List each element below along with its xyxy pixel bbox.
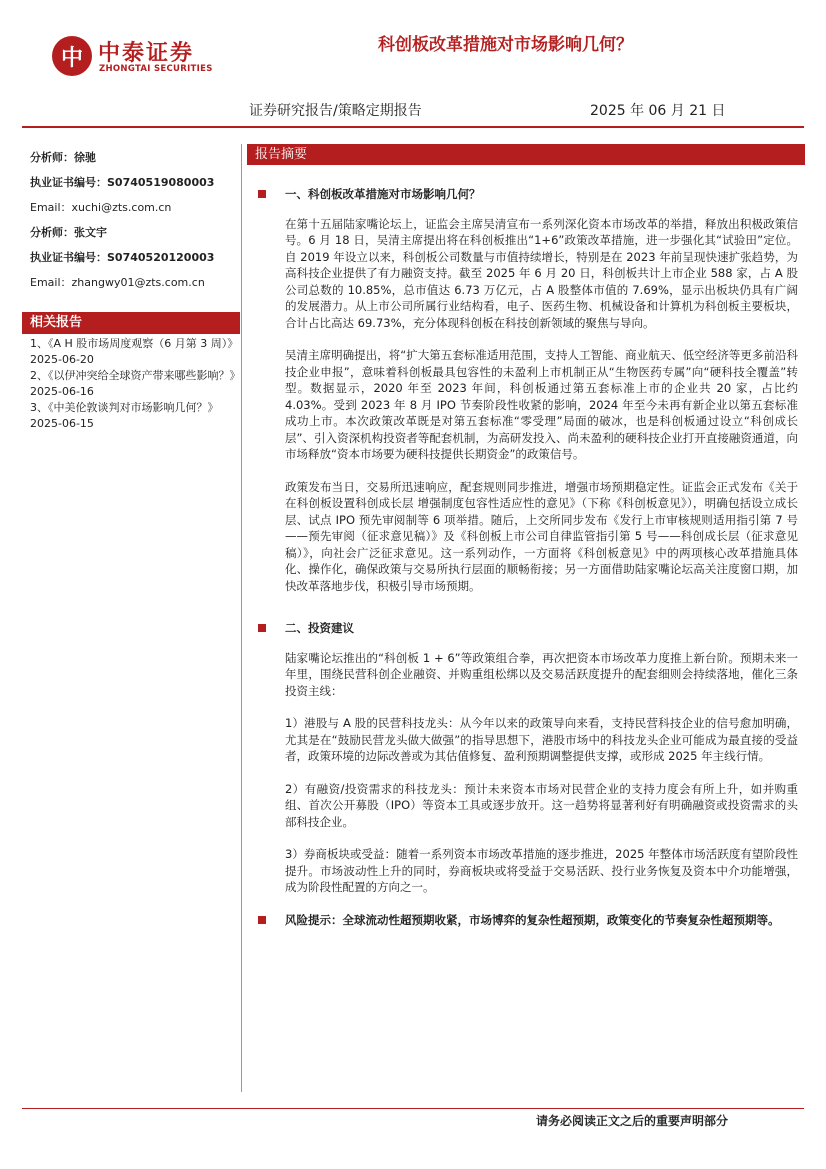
risk-warning <box>258 912 798 929</box>
logo-chinese-name: 中泰证券 <box>98 41 195 66</box>
logo-english-name: ZHONGTAI SECURITIES <box>99 64 213 74</box>
footer-divider <box>22 1108 804 1109</box>
section-heading-text: 一、科创板改革措施对市场影响几何？ <box>285 187 481 201</box>
analyst-name: 分析师：徐驰 <box>30 151 96 164</box>
risk-warning-text: 风险提示：全球流动性超预期收紧，市场博弈的复杂性超预期，政策变化的节奏复杂性超预期等。 <box>285 912 780 927</box>
analyst-license: 执业证书编号：S0740520120003 <box>30 251 215 264</box>
header-divider <box>22 126 804 128</box>
paragraph: 政策发布当日，交易所迅速响应，配套规则同步推进，增强市场预期稳定性。证监会正式发布《关于在科创板设置科创成长层 增强制度包容性适应性的意见》（下称《科创板意见》），明确包括设立成长层、试点 IPO 预先审阅制等 6 项举措。随后，上交所同步发布《发行上市审核规则适用指引第 7 号——预先审阅（征求意见稿）》及《科创板上市公司自律监管指引第 5 号——科创成长层（征求意见稿）》，向社会广泛征求意见。这一系列动作，一方面将《科创板意见》中的两项核心改革措施具体化、操作化，确保政策与交易所执行层面的顺畅衔接；另一方面借助陆家嘴论坛高关注度窗口期，加快改革落地步伐，积极引导市场预期。 <box>285 479 798 593</box>
square-bullet-icon <box>258 624 266 632</box>
paragraph: 陆家嘴论坛推出的“科创板 1 + 6”等政策组合拳，再次把资本市场改革力度推上新台阶。预期未来一年里，围绕民营科创企业融资、并购重组松绑以及交易活跃度提升的配套细则会持续落地，催化三条投资主线： <box>285 650 798 698</box>
paragraph: 吴清主席明确提出，将“扩大第五套标准适用范围，支持人工智能、商业航天、低空经济等更多前沿科技企业申报”，意味着科创板最具包容性的未盈利上市机制正从“生物医药专属”向“硬科技全覆盖”转型。数据显示，2020 年至 2023 年间，科创板通过第五套标准上市的企业共 20 家，占比约 4.03%。受到 2023 年 8 月 IPO 节奏阶段性收紧的影响，2024 年至今未再有新企业以第五套标准成功上市。本次政策改革既是对第五套标准“零受理”局面的破冰，也是科创板通过设立“科创成长层”、引入资深机构投资者等配套机制，为高研发投入、尚未盈利的硬科技企业打开直接融资通道，向市场释放“资本市场要为硬科技提供长期资金”的政策信号。 <box>285 348 798 461</box>
paragraph: 1）港股与 A 股的民营科技龙头：从今年以来的政策导向来看，支持民营科技企业的信号愈加明确，尤其是在“鼓励民营龙头做大做强”的指导思想下，港股市场中的科技龙头企业可能成为最直接的受益者，政策环境的边际改善或为其估值修复、盈利预期调整提供支撑，或形成 2025 年主线行情。 <box>285 716 798 763</box>
document-title: 科创板改革措施对市场影响几何？ <box>378 35 633 55</box>
report-body <box>258 186 798 928</box>
paragraph: 3）券商板块或受益：随着一系列资本市场改革措施的逐步推进，2025 年整体市场活跃度有望阶段性提升。市场波动性上升的同时，券商板块或将受益于交易活跃、投行业务恢复及资本中介功能增强，成为阶段性配置的方向之一。 <box>285 847 798 894</box>
related-report-item[interactable]: 1、《A H 股市场周度观察（6 月第 3 周）》2025-06-20 <box>30 337 233 366</box>
related-report-item[interactable]: 2、《以伊冲突给全球资产带来哪些影响？》2025-06-16 <box>30 369 235 398</box>
analyst-license: 执业证书编号：S0740519080003 <box>30 176 215 189</box>
report-type: 证券研究报告/策略定期报告 <box>249 103 422 119</box>
analyst-email[interactable]: Email：xuchi@zts.com.cn <box>30 201 172 214</box>
paragraph: 2）有融资/投资需求的科技龙头：预计未来资本市场对民营企业的支持力度会有所上升，如并购重组、首次公开募股（IPO）等资本工具或逐步放开。这一趋势将显著利好有明确融资或投资需求的头部科技企业。 <box>285 781 798 829</box>
company-logo <box>52 36 222 80</box>
related-reports-header: 相关报告 <box>22 312 240 334</box>
analyst-info <box>30 150 240 300</box>
square-bullet-icon <box>258 916 266 924</box>
square-bullet-icon <box>258 190 266 198</box>
section-heading <box>258 186 798 203</box>
summary-header: 报告摘要 <box>247 144 805 165</box>
section-heading <box>258 620 798 637</box>
footer-disclaimer: 请务必阅读正文之后的重要声明部分 <box>536 1114 729 1128</box>
column-divider <box>241 144 242 1092</box>
related-report-item[interactable]: 3、《中美伦敦谈判对市场影响几何？》2025-06-15 <box>30 401 219 430</box>
analyst-name: 分析师：张文宇 <box>30 226 107 239</box>
paragraph: 在第十五届陆家嘴论坛上，证监会主席吴清宣布一系列深化资本市场改革的举措，释放出积极政策信号。6 月 18 日，吴清主席提出将在科创板推出“1+6”政策改革措施，进一步强化其“试验田”定位。自 2019 年设立以来，科创板公司数量与市值持续增长，特别是在 2023 年前呈现快速扩张趋势，为高科技企业提供了有力融资支持。截至 2025 年 6 月 20 日，科创板共计上市企业 588 家，占 A 股公司总数的 10.85%，总市值达 6.73 万亿元，占 A 股整体市值的 7.69%，显示出板块仍具有广阔的发展潜力。从上市公司所属行业结构看，电子、医药生物、机械设备和计算机为科创板主要板块，合计占比高达 69.73%，充分体现科创板在科技创新领域的聚焦与导向。 <box>285 216 798 330</box>
report-date: 2025 年 06 月 21 日 <box>590 103 726 119</box>
analyst-email[interactable]: Email：zhangwy01@zts.com.cn <box>30 276 205 289</box>
section-heading-text: 二、投资建议 <box>285 621 354 635</box>
logo-mark-icon: 中 <box>52 36 92 76</box>
related-reports-list <box>30 336 238 432</box>
